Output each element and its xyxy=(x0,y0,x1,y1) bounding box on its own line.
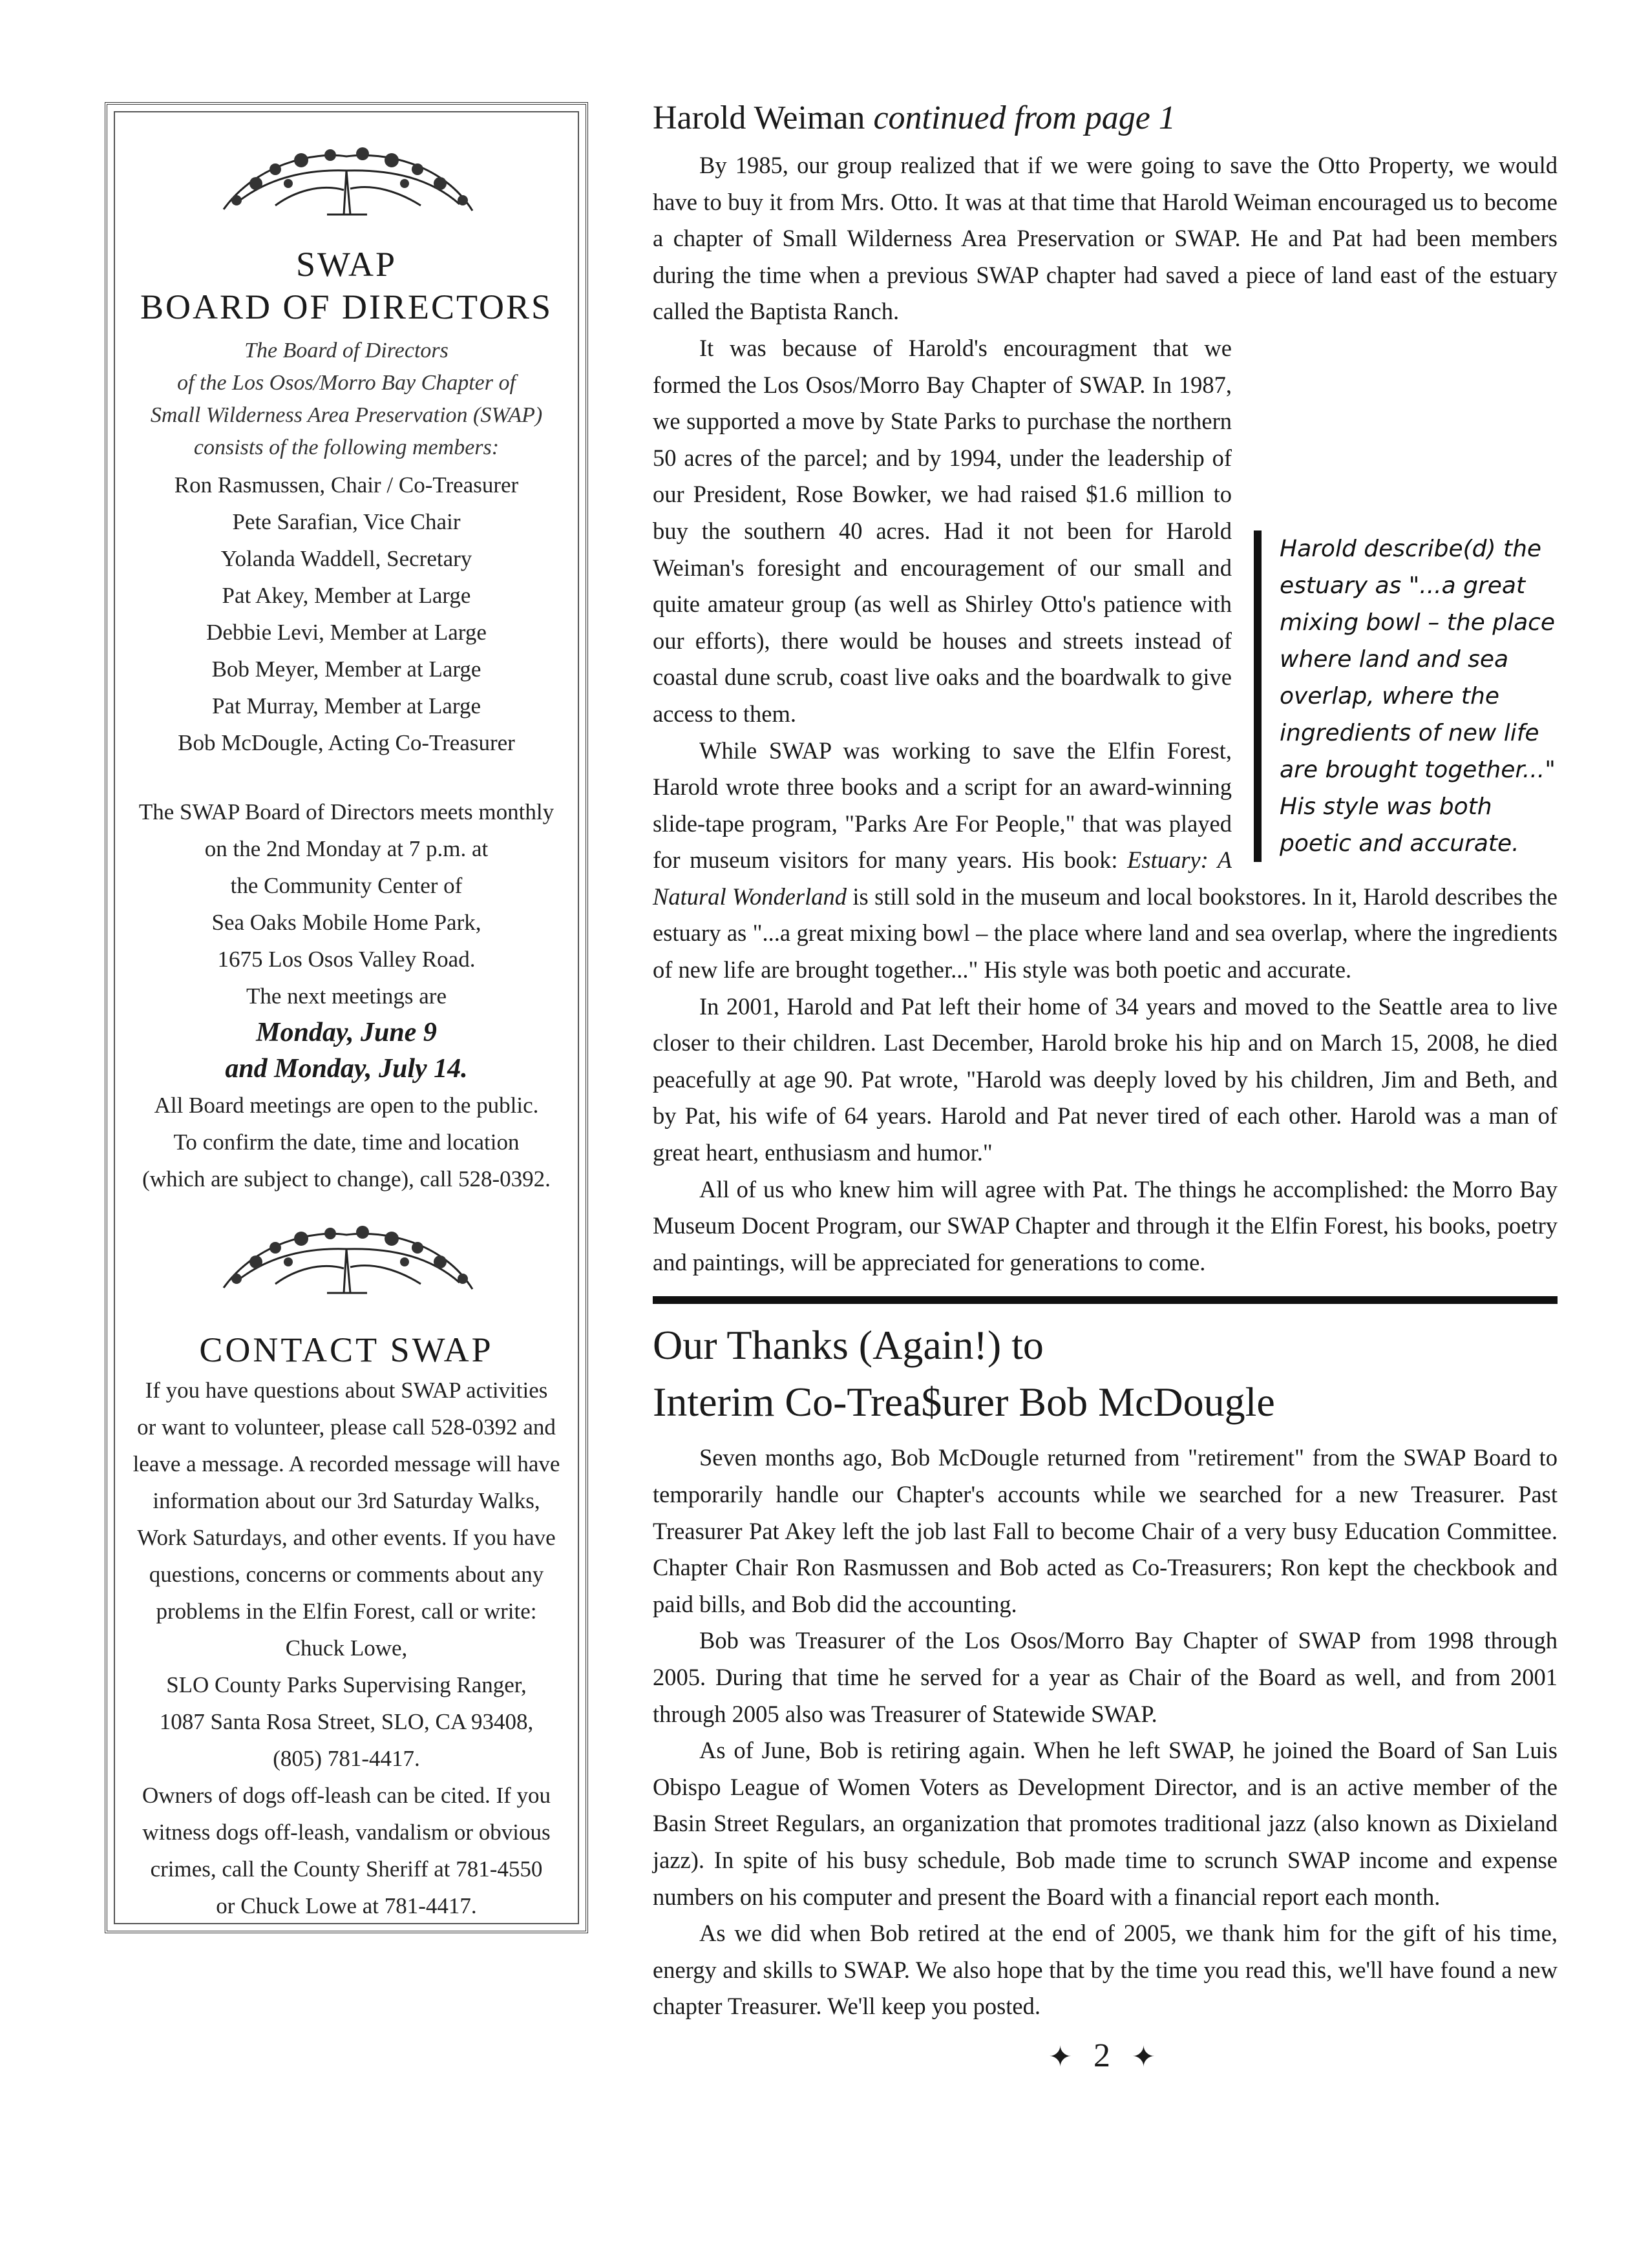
contact-line: information about our 3rd Saturday Walks, xyxy=(153,1488,540,1513)
contact-line: Chuck Lowe, xyxy=(285,1635,408,1661)
page-footer xyxy=(653,2037,1558,2075)
contact-line: 1087 Santa Rosa Street, SLO, CA 93408, xyxy=(159,1709,534,1734)
diamond-ornament-icon: ✦ xyxy=(1132,2040,1162,2074)
contact-line: SLO County Parks Supervising Ranger, xyxy=(166,1672,527,1697)
article-paragraph: As of June, Bob is retiring again. When he left SWAP, he joined the Board of San Luis Obispo League of Women Voters as Development Director, and is an active member of the Basin Street Regulars, an organization that promotes traditional jazz (also known as Dixieland jazz). In spite of his busy schedule, Bob made time to scrunch SWAP income and expense numbers on his computer and present the Board with a financial report each month. xyxy=(653,1737,1558,1910)
contact-line: Work Saturdays, and other events. If you have xyxy=(137,1525,556,1550)
meeting-info xyxy=(127,793,566,1014)
meeting-line: the Community Center of xyxy=(230,873,463,898)
sidebar-box xyxy=(105,102,588,1933)
diamond-ornament-icon: ✦ xyxy=(1048,2040,1079,2074)
contact-line: witness dogs off-leash, vandalism or obvious xyxy=(142,1820,551,1845)
member-item: Bob McDougle, Acting Co-Treasurer xyxy=(178,730,515,755)
member-item: Pat Murray, Member at Large xyxy=(212,693,481,719)
article-paragraph: Seven months ago, Bob McDougle returned from "retirement" from the SWAP Board to temporarily handle our Chapter's accounts while we searched for a new Treasurer. Past Treasurer Pat Akey left the job last Fall to become Chair of a very busy Education Committee. Chapter Chair Ron Rasmussen and Bob acted as Co-Treasurers; Ron kept the checkbook and paid bills, and Bob did the accounting. xyxy=(653,1444,1558,1617)
meeting-line: The SWAP Board of Directors meets monthly xyxy=(138,799,555,824)
article-continued-note: continued from page 1 xyxy=(873,100,1176,136)
page-number: 2 xyxy=(1093,2037,1117,2074)
article-paragraph: By 1985, our group realized that if we were going to save the Otto Property, we would have to buy it from Mrs. Otto. It was at that time that Harold Weiman encouraged us to become a chapter of Small Wilderness Area Preservation or SWAP. He and Pat had been members during the time when a previous SWAP chapter had saved a piece of land east of the estuary called the Baptista Ranch. xyxy=(653,152,1558,325)
contact-line: or want to volunteer, please call 528-0392 and xyxy=(137,1414,556,1440)
meeting-line: Sea Oaks Mobile Home Park, xyxy=(211,910,481,935)
meeting-note-line: To confirm the date, time and location xyxy=(173,1129,520,1155)
sidebar-inner xyxy=(114,111,579,1924)
member-item: Ron Rasmussen, Chair / Co-Treasurer xyxy=(174,472,519,498)
meeting-line: on the 2nd Monday at 7 p.m. at xyxy=(204,836,489,861)
contact-heading: CONTACT SWAP xyxy=(199,1330,494,1369)
contact-line: If you have questions about SWAP activities xyxy=(145,1378,548,1403)
member-item: Pete Sarafian, Vice Chair xyxy=(232,509,461,534)
contact-line: crimes, call the County Sheriff at 781-4550 xyxy=(150,1856,543,1882)
article-paragraph: In 2001, Harold and Pat left their home of 34 years and moved to the Seattle area to live closer to their children. Last December, Harold broke his hip and on March 15, 2008, he died peacefully at age 90. Pat wrote, "Harold was deeply loved by his children, Jim and Beth, and by Pat, his wife of 64 years. Harold and Pat never tired of each other. Harold was a man of great heart, enthusiasm and humor." xyxy=(653,992,1558,1166)
paragraph-text: While SWAP was working to save the Elfin Forest, Harold wrote three books and a script for an award-winning slide-tape program, "Parks Are For People," that was played for museum visitors for many years. His book: xyxy=(653,737,1232,874)
article-title xyxy=(653,97,1558,140)
paragraph-text: is still sold in the museum and local bookstores. In it, Harold describes the estuary as "...a great mixing bowl – the place where land and sea overlap, where the ingredients of new life are brought together..." His style was both poetic and accurate. xyxy=(653,883,1558,983)
section-divider xyxy=(653,1296,1558,1304)
main-column xyxy=(653,97,1558,2075)
article-title: Interim Co-Trea$urer Bob McDougle xyxy=(653,1379,1275,1425)
article-title: Our Thanks (Again!) to xyxy=(653,1322,1044,1369)
member-item: Yolanda Waddell, Secretary xyxy=(220,546,472,571)
meeting-notes xyxy=(127,1087,566,1197)
contact-line: leave a message. A recorded message will have xyxy=(132,1451,560,1476)
contact-info xyxy=(127,1372,566,1924)
book-title: Estuary: A Natural Wonderland xyxy=(653,846,1232,910)
member-item: Debbie Levi, Member at Large xyxy=(206,620,487,645)
board-intro-line: consists of the following members: xyxy=(193,436,500,459)
oak-tree-icon xyxy=(198,138,495,229)
article-paragraph: As we did when Bob retired at the end of 2005, we thank him for the gift of his time, energy and skills to SWAP. We also hope that by the time you read this, we'll have found a new chapter Treasurer. We'll keep you posted. xyxy=(653,1920,1558,2020)
article-paragraph: It was because of Harold's encouragment that we formed the Los Osos/Morro Bay Chapter of SWAP. In 1987, we supported a move by State Parks to purchase the northern 50 acres of the parcel; and by 1994, under the leadership of our President, Rose Bowker, we had raised $1.6 million to buy the southern 40 acres. Had it not been for Harold Weiman's foresight and encouragement of our small and quite amateur group (as well as Shirley Otto's patience with our efforts), there would be houses and streets instead of coastal dune scrub, coast live oaks and the boardwalk to give access to them. xyxy=(653,334,1232,727)
meeting-line: The next meetings are xyxy=(246,983,447,1009)
meeting-date-1: Monday, June 9 xyxy=(256,1018,437,1047)
meeting-date-2: and Monday, July 14. xyxy=(225,1054,468,1084)
board-intro xyxy=(127,335,566,464)
article-title-text: Harold Weiman xyxy=(653,100,874,136)
article-paragraph: Bob was Treasurer of the Los Osos/Morro Bay Chapter of SWAP from 1998 through 2005. During that time he served for a year as Chair of the Board as well, and from 2001 through 2005 also was Treasurer of Statewide SWAP. xyxy=(653,1627,1558,1727)
pullquote: Harold describe(d) the estuary as "...a great mixing bowl – the place where land and sea overlap, where the ingredients of new life are brought together..." His style was both poetic and accurate. xyxy=(1254,530,1558,862)
board-intro-line: The Board of Directors xyxy=(244,339,449,362)
board-subheading: BOARD OF DIRECTORS xyxy=(140,288,553,326)
contact-line: problems in the Elfin Forest, call or write: xyxy=(156,1599,537,1624)
contact-line: or Chuck Lowe at 781-4417. xyxy=(216,1893,477,1918)
article-paragraph: All of us who knew him will agree with Pat. The things he accomplished: the Morro Bay Museum Docent Program, our SWAP Chapter and through it the Elfin Forest, his books, poetry and paintings, will be appreciated for generations to come. xyxy=(653,1175,1558,1276)
meeting-note-line: All Board meetings are open to the public. xyxy=(154,1093,539,1118)
board-heading: SWAP xyxy=(295,245,397,284)
meeting-note-line: (which are subject to change), call 528-0392. xyxy=(142,1166,551,1192)
pullquote-box xyxy=(1254,530,1558,862)
oak-tree-icon xyxy=(198,1217,495,1307)
member-item: Bob Meyer, Member at Large xyxy=(211,656,481,682)
meeting-line: 1675 Los Osos Valley Road. xyxy=(217,947,476,972)
contact-line: (805) 781-4417. xyxy=(273,1746,420,1771)
contact-line: Owners of dogs off-leash can be cited. If you xyxy=(142,1783,551,1808)
contact-line: questions, concerns or comments about any xyxy=(149,1562,544,1587)
board-intro-line: Small Wilderness Area Preservation (SWAP) xyxy=(150,403,543,427)
board-intro-line: of the Los Osos/Morro Bay Chapter of xyxy=(177,371,516,395)
member-list xyxy=(127,467,566,761)
member-item: Pat Akey, Member at Large xyxy=(222,583,471,608)
